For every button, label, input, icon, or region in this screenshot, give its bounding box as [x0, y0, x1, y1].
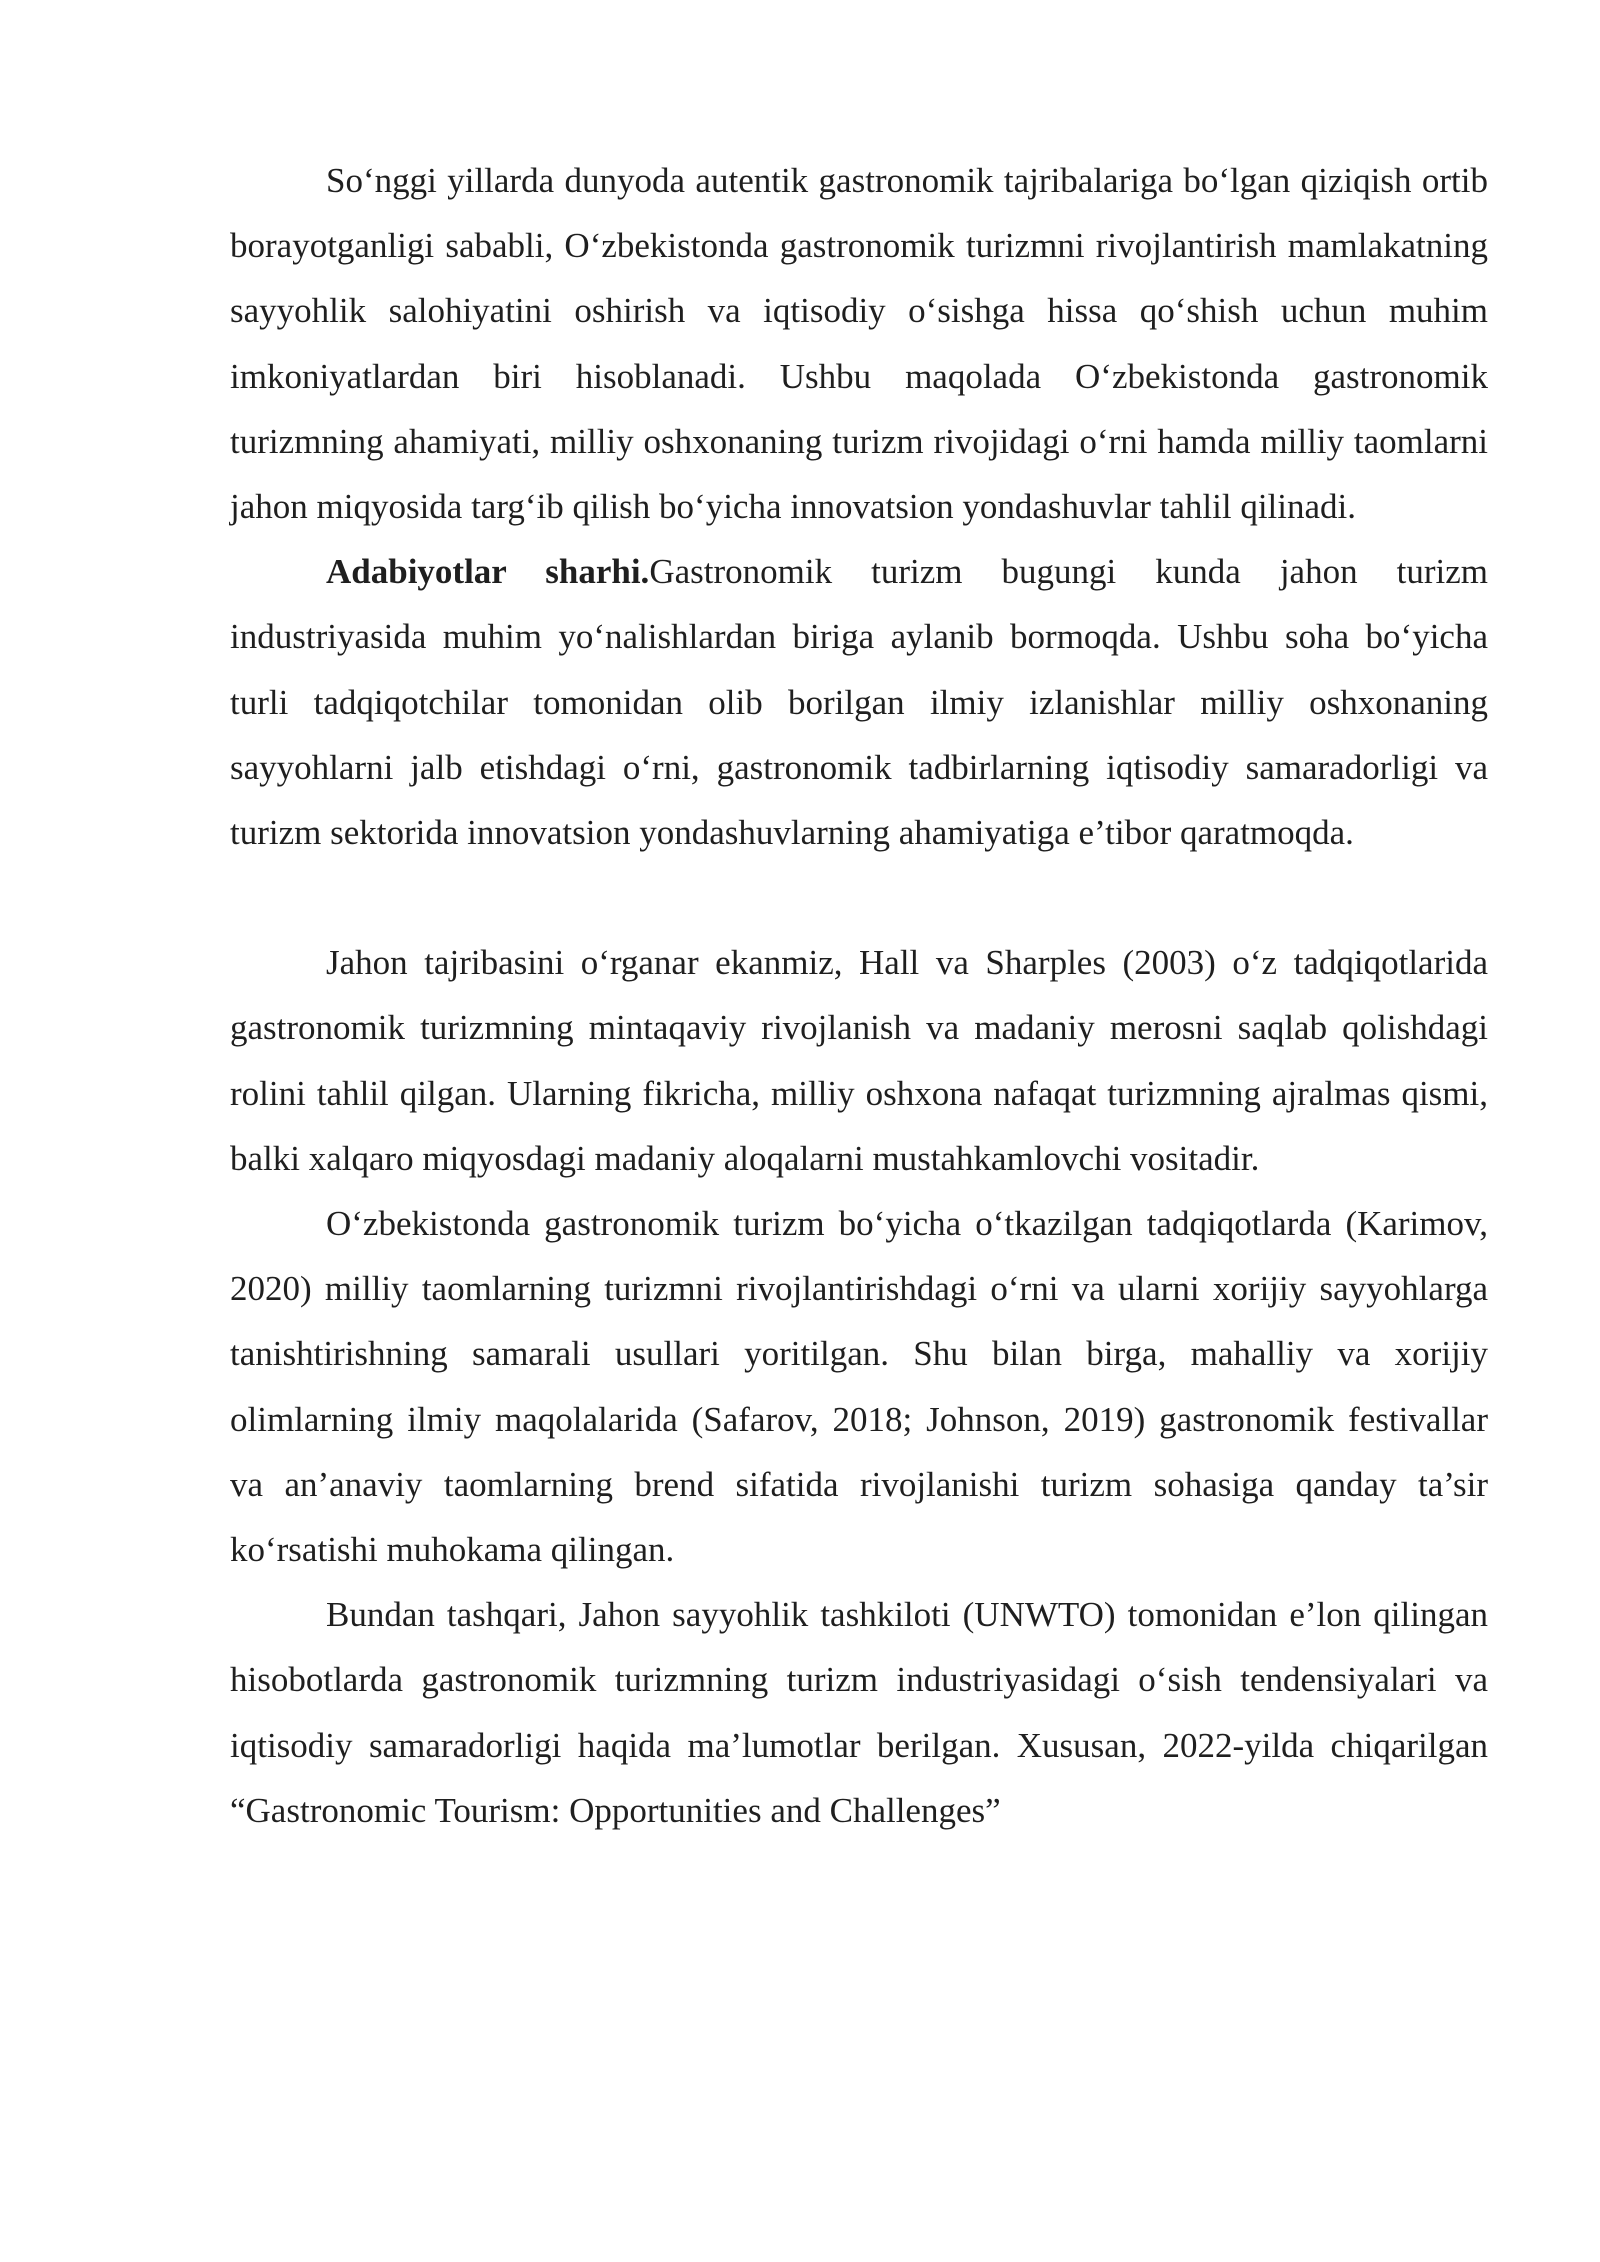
paragraph-unwto-reports: Bundan tashqari, Jahon sayyohlik tashkiloti (UNWTO) tomonidan e’lon qilingan hisobotlarda gastronomik turizmning turizm industriyasidagi o‘sish tendensiyalari va iqtisodiy samaradorligi haqida ma’lumotlar berilgan. Xususan, 2022-yilda chiqarilgan “Gastronomic Tourism: Opportunities and Challenges”	[230, 1595, 1488, 1830]
paragraph-literature-review	[230, 539, 1488, 865]
paragraph-literature-review-text: Gastronomik turizm bugungi kunda jahon turizm industriyasida muhim yo‘nalishlardan biriga aylanib bormoqda. Ushbu soha bo‘yicha turli tadqiqotchilar tomonidan olib borilgan ilmiy izlanishlar milliy oshxonaning sayyohlarni jalb etishdagi o‘rni, gastronomik tadbirlarning iqtisodiy samaradorligi va turizm sektorida innovatsion yondashuvlarning ahamiyatiga e’tibor qaratmoqda.	[230, 552, 1488, 853]
section-heading-literature-review: Adabiyotlar sharhi.	[326, 552, 650, 592]
paragraph-uzbekistan-research: O‘zbekistonda gastronomik turizm bo‘yicha o‘tkazilgan tadqiqotlarda (Karimov, 2020) milliy taomlarning turizmni rivojlantirishdagi o‘rni va ularni xorijiy sayyohlarga tanishtirishning samarali usullari yoritilgan. Shu bilan birga, mahalliy va xorijiy olimlarning ilmiy maqolalarida (Safarov, 2018; Johnson, 2019) gastronomik festivallar va an’anaviy taomlarning brend sifatida rivojlanishi turizm sohasiga qanday ta’sir ko‘rsatishi muhokama qilingan.	[230, 1204, 1488, 1570]
paragraph-intro: So‘nggi yillarda dunyoda autentik gastronomik tajribalariga bo‘lgan qiziqish ortib borayotganligi sababli, O‘zbekistonda gastronomik turizmni rivojlantirish mamlakatning sayyohlik salohiyatini oshirish va iqtisodiy o‘sishga hissa qo‘shish uchun muhim imkoniyatlardan biri hisoblanadi. Ushbu maqolada O‘zbekistonda gastronomik turizmning ahamiyati, milliy oshxonaning turizm rivojidagi o‘rni hamda milliy taomlarni jahon miqyosida targ‘ib qilish bo‘yicha innovatsion yondashuvlar tahlil qilinadi.	[230, 161, 1488, 527]
document-page	[230, 148, 1488, 1843]
paragraph-world-experience: Jahon tajribasini o‘rganar ekanmiz, Hall va Sharples (2003) o‘z tadqiqotlarida gastronomik turizmning mintaqaviy rivojlanish va madaniy merosni saqlab qolishdagi rolini tahlil qilgan. Ularning fikricha, milliy oshxona nafaqat turizmning ajralmas qismi, balki xalqaro miqyosdagi madaniy aloqalarni mustahkamlovchi vositadir.	[230, 943, 1488, 1178]
paragraph-spacer	[230, 865, 1488, 930]
